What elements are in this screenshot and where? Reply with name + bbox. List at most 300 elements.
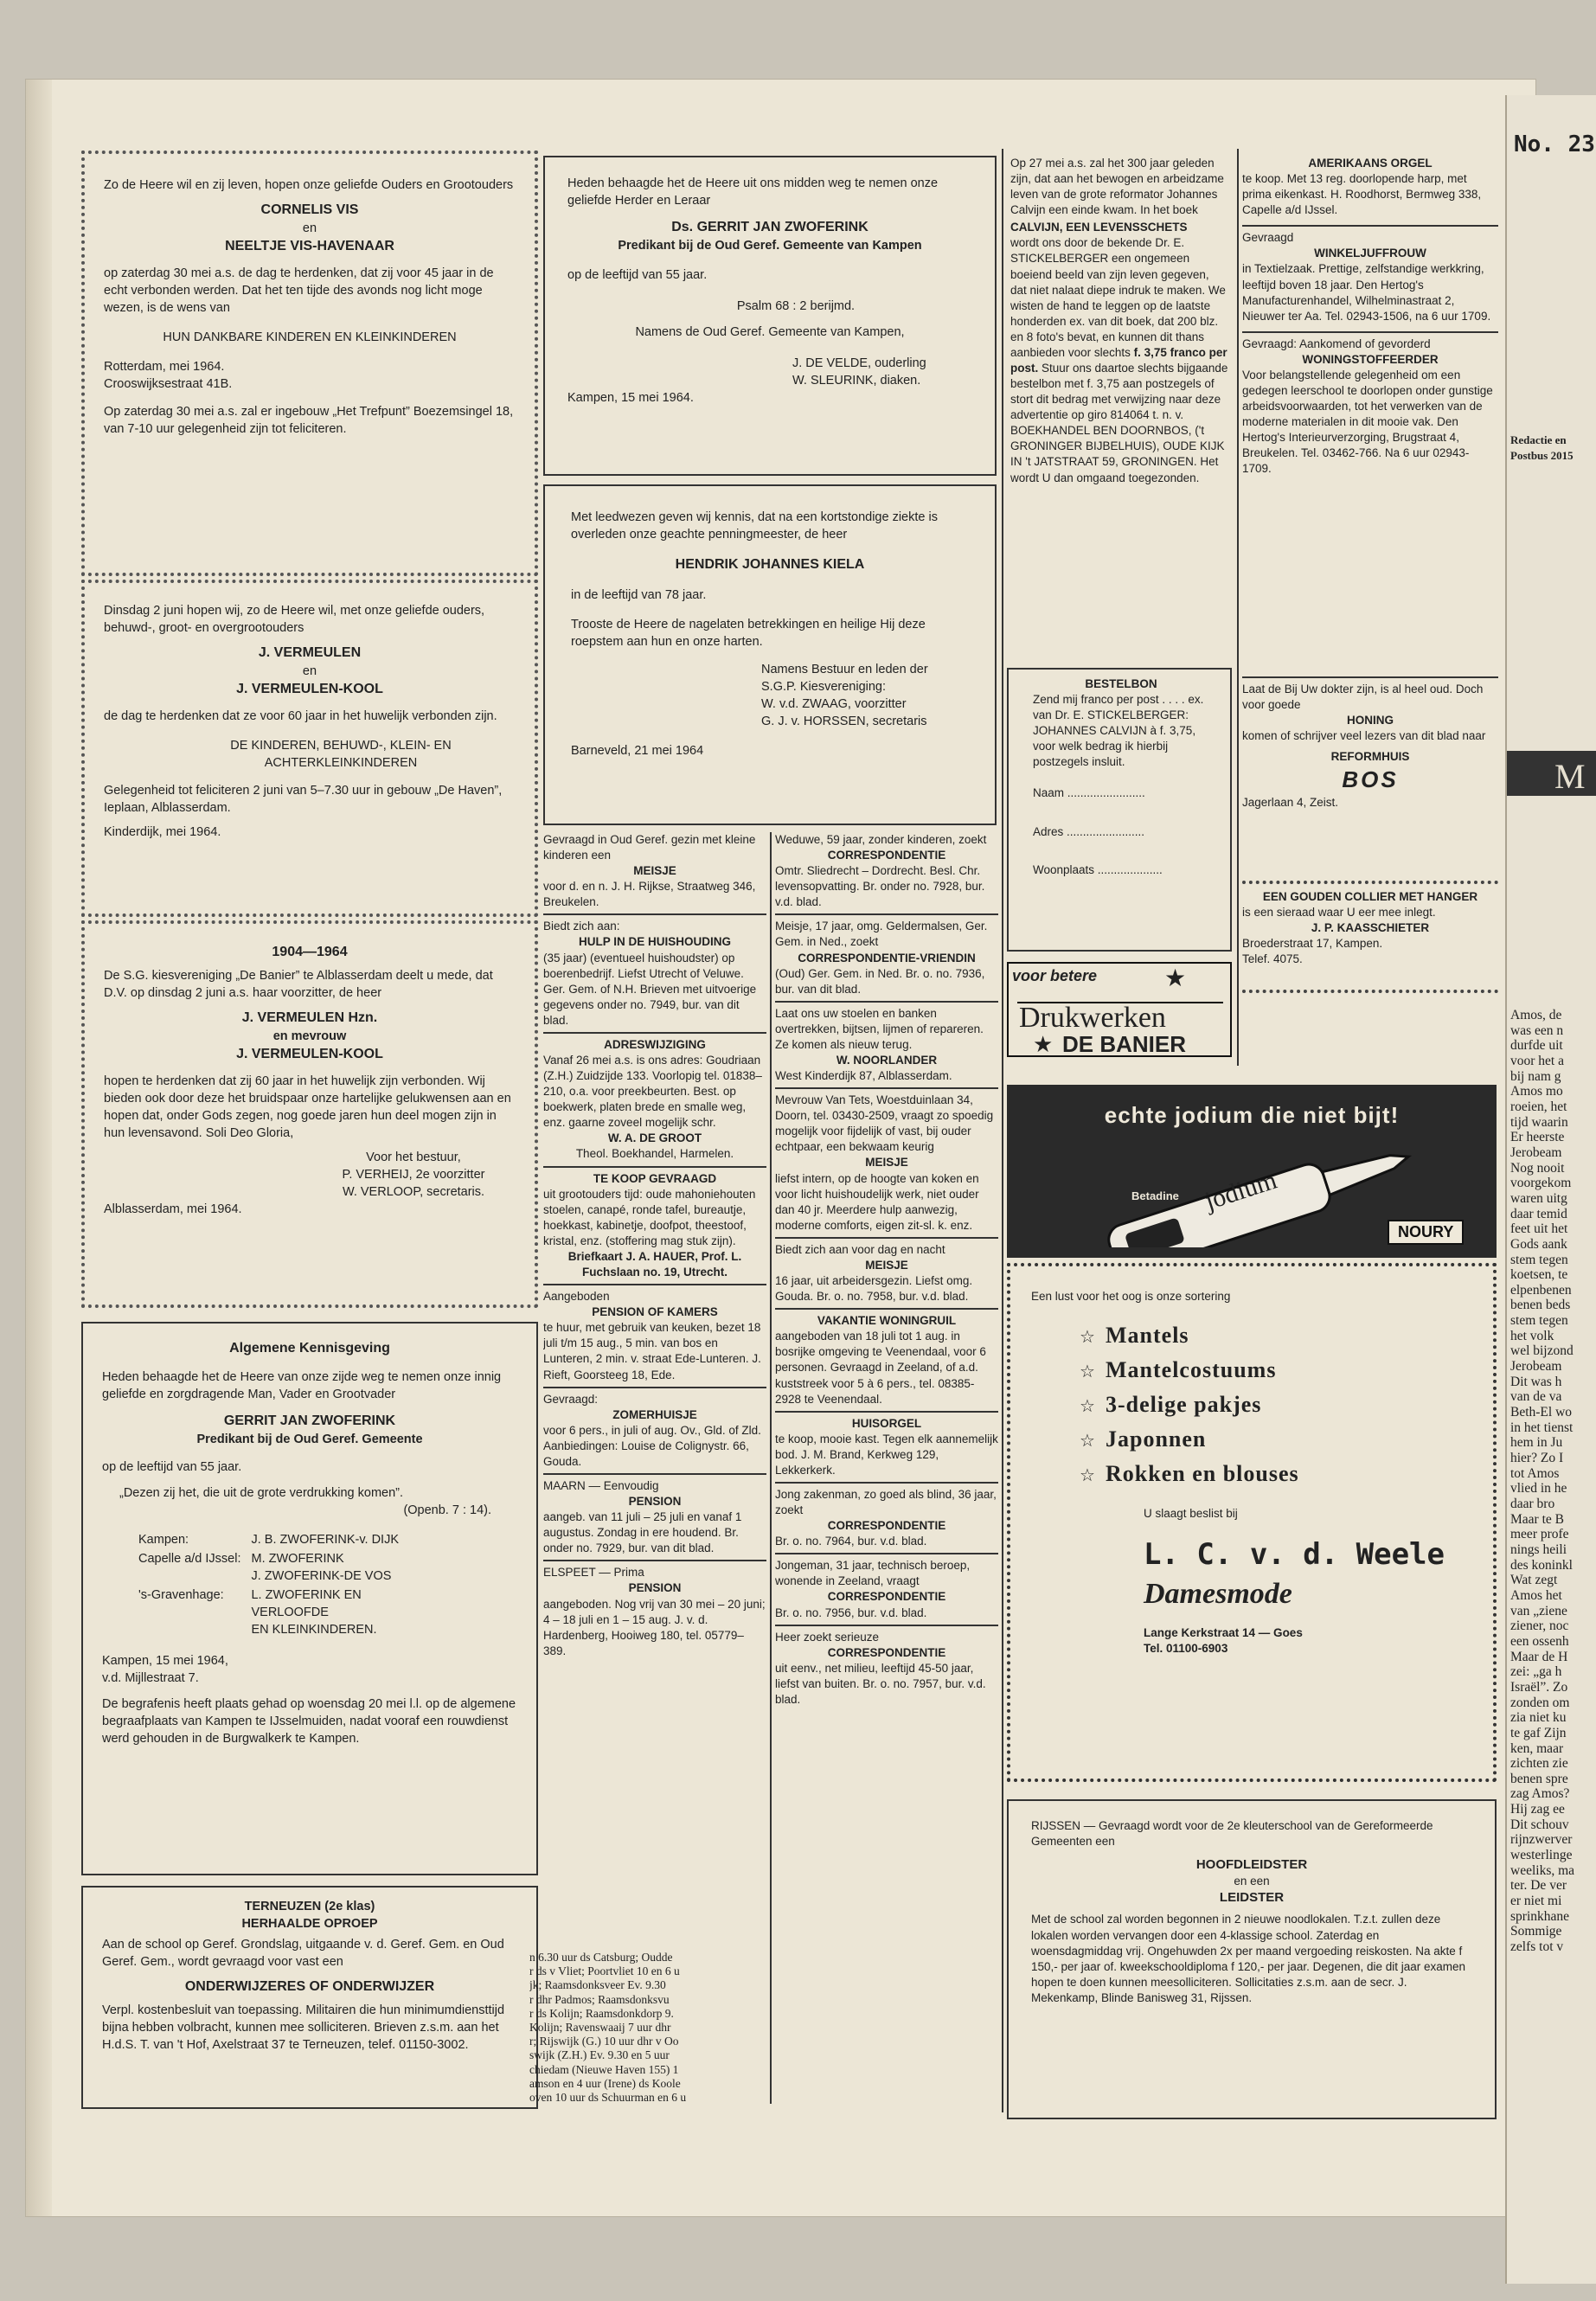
service-line: n 6.30 uur ds Catsburg; Oudde (529, 1951, 673, 1964)
terneuzen-h3: ONDERWIJZERES OF ONDERWIJZER (184, 1979, 435, 1994)
ad-calvijn (1007, 156, 1232, 649)
next-line: meer profe (1510, 1527, 1569, 1542)
next-line: Maar te B (1510, 1511, 1564, 1527)
ad-heading: TE KOOP GEVRAAGD (593, 1171, 717, 1185)
next-line: wel bijzond (1510, 1343, 1574, 1359)
ad-heading: W. NOORLANDER (836, 1054, 938, 1067)
ad-pre: ELSPEET — Prima (543, 1566, 644, 1580)
calvijn-body: wordt ons door de bekende Dr. E. STICKELBERGER een ongemeen boeiend beeld van zijn leven gegeven, dat niet nalaat diepe indruk te maken. We wisten de hand te leggen op de laatste honderden ex. van dit boek, dat 200 blz. en 8 foto's bevat, en kunnen dit thans aanbieden voor slechts (1010, 236, 1226, 359)
ad-pre: Gevraagd: (543, 1392, 599, 1406)
weele-item-label: Mantelcostuums (1106, 1356, 1277, 1382)
kiela-namens1: Namens Bestuur en leden der (761, 663, 928, 677)
classified-ad (775, 913, 998, 997)
kennisgeving-foot: De begrafenis heeft plaats gehad op woensdag 20 mei l.l. op de algemene begraafplaats van Kampen te IJsselmuiden, nadat vooraf een rouwdienst werd gehouden in de Burgwalkerk te Kampen. (102, 1697, 516, 1747)
next-line: des koninkl (1510, 1557, 1573, 1573)
vis-body: op zaterdag 30 mei a.s. de dag te herdenken, dat zij voor 45 jaar in de echt verbonden werden. Dat het ten tijde des avonds nog licht moge wezen, is de wens van (104, 266, 494, 316)
winkel-title: WINKELJUFFROUW (1314, 247, 1426, 260)
calvijn-price: f. 3,75 franco per post. (1010, 345, 1227, 375)
next-line: vlied in he (1510, 1481, 1567, 1497)
kampen-psalm: Psalm 68 : 2 berijmd. (736, 299, 856, 314)
next-line: koetsen, te (1510, 1267, 1568, 1283)
vermeulen-en: en (302, 664, 317, 679)
next-line: bij nam g (1510, 1068, 1561, 1084)
ad-jodium (1007, 1085, 1497, 1258)
vacancy-terneuzen (81, 1886, 538, 2109)
next-line: zag Amos? (1510, 1786, 1570, 1802)
ad-sign: Briefkaart J. A. HAUER, Prof. L. Fuchslaan no. 19, Utrecht. (567, 1249, 742, 1279)
next-line: van de va (1510, 1389, 1562, 1405)
next-line: Sommige (1510, 1924, 1562, 1939)
family-row (138, 1586, 407, 1638)
ad-pre: Aangeboden (543, 1290, 610, 1304)
rijssen-t2: LEIDSTER (1219, 1890, 1285, 1906)
ad-pre: MAARN — Eenvoudig (543, 1478, 659, 1492)
next-header-letter: M (1554, 757, 1586, 796)
classified-ad (775, 1001, 998, 1084)
jodium-slogan: echte jodium die niet bijt! (1104, 1102, 1400, 1128)
weele-intro: Een lust voor het oog is onze sortering (1031, 1290, 1231, 1303)
terneuzen-body: Aan de school op Geref. Grondslag, uitgaande v. d. Geref. Gem. en Oud Geref. Gem., wordt gevraagd voor vast een (102, 1938, 504, 1969)
winkel-pre: Gevraagd (1242, 231, 1294, 245)
classified-ad (543, 1473, 766, 1556)
ad-heading: MEISJE (865, 1156, 908, 1170)
next-line: waren uitg (1510, 1190, 1567, 1206)
next-line: te gaf Zijn (1510, 1725, 1567, 1740)
weele-item-label: Rokken en blouses (1106, 1460, 1299, 1486)
classified-ad (775, 1087, 998, 1234)
ad-weele (1007, 1263, 1497, 1782)
next-line: Amos het (1510, 1587, 1562, 1603)
rijssen-body2: Met de school zal worden begonnen in 2 nieuwe noodlokalen. T.z.t. zullen deze lokalen worden vervangen door een 4-klassige school. Zaterdag en woensdagmiddag vrij. Ongehuwden 2x per maand vergoeding reiskosten. Na akte f 150,- per jaar of. kweekschooldiploma f 120,- per jaar. Degenen, die dit jaar examen hopen te doen kunnen meesolliciteren. Sollicitaties z.s.m. aan de secr. J. Mekenkamp, Blinde Banisweg 31, Rijssen. (1031, 1913, 1466, 2004)
divider (775, 1553, 998, 1554)
ads-right-top (1242, 156, 1498, 657)
weele-sub: Damesmode (1144, 1578, 1292, 1611)
ad-pre: Meisje, 17 jaar, omg. Geldermalsen, Ger. Gem. in Ned., zoekt (775, 920, 988, 949)
kiela-namens2: S.G.P. Kiesvereniging: (761, 680, 887, 695)
terneuzen-foot: Verpl. kostenbesluit van toepassing. Militairen die hun minimumdiensttijd bijna hebben volbracht, kunnen mee solliciteren. Brieven z.s.m. aan het H.d.S. T. van 't Hof, Axelstraat 37 te Terneuzen, telef. 01150-3002. (102, 2003, 505, 2053)
kampen-role: Predikant bij de Oud Geref. Gemeente van Kampen (618, 239, 922, 253)
service-line: oven 10 uur ds Schuurman en 6 u (529, 2090, 687, 2104)
family-names (251, 1586, 407, 1638)
family-name: EN KLEINKINDEREN. (251, 1623, 377, 1638)
divider (543, 1284, 766, 1285)
divider (543, 1473, 766, 1475)
stoffeerder-body: Voor belangstellende gelegenheid om een gedegen leerschool te doorlopen onder gunstige arbeidsvoorwaarden, tot het verwerken van de moderne materialen in dit mooie vak. Den Hertog's Interieurverzorging, Brugstraat 4, Breukelen. Tel. 03462-766. Na 6 uur 02943-1709. (1242, 368, 1493, 476)
classified-ad (543, 1560, 766, 1658)
family-name: L. ZWOFERINK EN (251, 1588, 362, 1603)
next-line: voor het a (1510, 1053, 1564, 1068)
rijssen-body: RIJSSEN — Gevraagd wordt voor de 2e kleuterschool van de Gereformeerde Gemeenten een (1031, 1819, 1433, 1849)
classified-ad (543, 1166, 766, 1281)
ad-heading: CORRESPONDENTIE (827, 1590, 946, 1604)
classified-ad (543, 832, 766, 910)
divider (543, 1166, 766, 1168)
next-line: Jerobeam (1510, 1144, 1562, 1160)
divider (775, 1237, 998, 1239)
family-name: VERLOOFDE (251, 1606, 329, 1620)
ad-body: Br. o. no. 7964, bur. v.d. blad. (775, 1535, 927, 1548)
ad-heading: MEISJE (865, 1258, 908, 1272)
weele-tel: Tel. 01100-6903 (1144, 1642, 1228, 1656)
ad-heading: CORRESPONDENTIE (827, 849, 946, 862)
ad-heading: HUISORGEL (851, 1416, 922, 1430)
ad-heading: MEISJE (633, 864, 676, 878)
next-line: Dit was h (1510, 1374, 1562, 1389)
jodium-brand1: Betadine (1131, 1189, 1179, 1202)
kiela-namens4: G. J. v. HORSSEN, secretaris (761, 715, 927, 729)
ad-body: aangeb. van 11 juli – 25 juli en vanaf 1 augustus. Zondag in ere houdend. Br. onder no. 7929, bur. van dit blad. (543, 1510, 742, 1555)
vis-intro: Zo de Heere wil en zij leven, hopen onze geliefde Ouders en Grootouders (104, 178, 514, 192)
next-line: rijnzwerver (1510, 1832, 1573, 1848)
orgel-body: te koop. Met 13 reg. doorlopende harp, met prima eikenkast. H. Roodhorst, Bermweg 338, Capelle a/d IJssel. (1242, 172, 1482, 217)
star-icon: ☆ (1080, 1465, 1096, 1485)
ad-drukwerken (1007, 962, 1232, 1057)
weele-addr: Lange Kerkstraat 14 — Goes (1144, 1626, 1303, 1640)
collier-tel: Telef. 4075. (1242, 952, 1303, 966)
classified-ad (775, 1237, 998, 1304)
orgel-title: AMERIKAANS ORGEL (1308, 157, 1433, 170)
ad-pre: Weduwe, 59 jaar, zonder kinderen, zoekt (775, 833, 987, 846)
next-line: in het tienst (1510, 1420, 1574, 1435)
next-line: Nog nooit (1510, 1160, 1565, 1176)
next-line: benen spre (1510, 1771, 1568, 1786)
next-line: Beth-El wo (1510, 1405, 1573, 1420)
weele-item-label: Mantels (1106, 1323, 1189, 1349)
adjacent-page (1505, 95, 1596, 2284)
divider (775, 913, 998, 915)
next-line: hem in Ju (1510, 1435, 1563, 1451)
classified-ad (775, 1308, 998, 1407)
kampen-sig2: W. SLEURINK, diaken. (792, 374, 921, 388)
weele-item (1080, 1320, 1472, 1351)
next-line: was een n (1510, 1022, 1564, 1038)
divider (775, 1308, 998, 1310)
kennisgeving-date1: Kampen, 15 mei 1964, (102, 1654, 228, 1669)
ad-heading: CORRESPONDENTIE-VRIENDIN (798, 951, 976, 965)
drukwerken-brand: DE BANIER (1062, 1031, 1187, 1057)
ad-body: Br. o. no. 7956, bur. v.d. blad. (775, 1606, 927, 1619)
ad-heading: ADRESWIJZIGING (604, 1037, 706, 1051)
honing-brand: BOS (1342, 766, 1399, 793)
next-line: daar bro (1510, 1497, 1555, 1511)
bestelbon-title: BESTELBON (1085, 677, 1157, 690)
kennisgeving-date2: v.d. Mijllestraat 7. (102, 1671, 199, 1686)
vis-from: HUN DANKBARE KINDEREN EN KLEINKINDEREN (163, 330, 457, 345)
page-number: No. 23 (1514, 131, 1595, 157)
classified-ad (543, 1284, 766, 1382)
kiela-body: Met leedwezen geven wij kennis, dat na een kortstondige ziekte is overleden onze geachte penningmeester, de heer (571, 510, 938, 542)
family-place: Kampen: (138, 1533, 189, 1548)
next-line: een ossenh (1510, 1633, 1569, 1649)
next-line: zei: „ga h (1510, 1664, 1562, 1680)
service-line: Kolijn; Ravenswaaij 7 uur dhr (529, 2020, 671, 2034)
ad-body: (Oud) Ger. Gem. in Ned. Br. o. no. 7936, bur. van dit blad. (775, 966, 985, 996)
weele-item (1080, 1424, 1472, 1455)
announcement-kiela (543, 484, 997, 825)
kennisgeving-age: op de leeftijd van 55 jaar. (102, 1460, 242, 1475)
star-icon: ☆ (1080, 1362, 1096, 1381)
ad-body: (35 jaar) (eventueel huishoudster) op boerenbedrijf. Liefst Utrecht of Veluwe. Ger. Gem. of N.H. Brieven met uitvoerige gegevens onder no. 7949, bur. van dit blad. (543, 951, 757, 1027)
kampen-body: Heden behaagde het de Heere uit ons midden weg te nemen onze geliefde Herder en Leraar (567, 176, 939, 208)
ad-heading: HULP IN DE HUISHOUDING (578, 935, 731, 949)
next-line: van „ziene (1510, 1603, 1567, 1618)
classified-ad (543, 913, 766, 1029)
next-line: ter. De ver (1510, 1878, 1567, 1894)
next-line: stem tegen (1510, 1313, 1568, 1329)
banier-sign3: W. VERLOOP, secretaris. (342, 1185, 485, 1200)
terneuzen-h1: TERNEUZEN (2e klas) (244, 1900, 375, 1913)
vis-en: en (302, 221, 317, 236)
ad-heading: PENSION (628, 1581, 682, 1595)
bestelbon-woonplaats-field[interactable]: Woonplaats .................... (1033, 862, 1163, 876)
honing-addr: Jagerlaan 4, Zeist. (1242, 796, 1339, 810)
vermeulen-from: DE KINDEREN, BEHUWD-, KLEIN- EN ACHTERKLEINKINDEREN (230, 739, 452, 771)
next-line: Israël”. Zo (1510, 1679, 1568, 1695)
next-line: feet uit het (1510, 1221, 1568, 1237)
classified-ad (775, 1411, 998, 1478)
divider (775, 1411, 998, 1413)
redactie-line: Postbus 2015 (1510, 448, 1574, 462)
kiela-age: in de leeftijd van 78 jaar. (571, 588, 707, 603)
ad-heading: CORRESPONDENTIE (827, 1645, 946, 1659)
collier-title: EEN GOUDEN COLLIER MET HANGER (1262, 890, 1478, 903)
honing-pre: Laat de Bij Uw dokter zijn, is al heel oud. Doch voor goede (1242, 683, 1484, 712)
redactie-label (1510, 433, 1596, 464)
ad-heading: VAKANTIE WONINGRUIL (817, 1314, 957, 1328)
divider (775, 1087, 998, 1089)
naam-label: Naam (1033, 786, 1065, 800)
weele-items (1031, 1320, 1472, 1489)
page-spine (26, 80, 52, 2216)
banier-intro: De S.G. kiesvereniging „De Banier” te Alblasserdam deelt u mede, dat D.V. op dinsdag 2 juni a.s. haar voorzitter, de heer (104, 969, 493, 1001)
vacancy-rijssen (1007, 1799, 1497, 2119)
kiela-trooste: Trooste de Heere de nagelaten betrekkingen en heilige Hij deze roepstem aan hun en onze harten. (571, 618, 926, 650)
weele-item (1080, 1355, 1472, 1386)
drukwerken-pre: voor betere (1012, 967, 1098, 984)
jodium-brand2: NOURY (1388, 1220, 1464, 1245)
kiela-namens3: W. v.d. ZWAAG, voorzitter (761, 697, 907, 712)
next-line: Amos mo (1510, 1084, 1563, 1099)
column-divider (1237, 149, 1239, 1066)
divider (543, 1032, 766, 1034)
winkel-body: in Textielzaak. Prettige, zelfstandige werkkring, leeftijd boven 18 jaar. Den Hertog's Manufacturenhandel, Wilhelminastraat 2, Nieuwer ter Aa. Tel. 02943-1506, na 6 uur 1709. (1242, 262, 1491, 323)
kampen-namens: Namens de Oud Geref. Gemeente van Kampen, (635, 325, 905, 340)
ad-honing (1242, 673, 1498, 877)
family-name: J. B. ZWOFERINK-v. DIJK (251, 1533, 399, 1548)
divider (775, 1625, 998, 1626)
announcement-vermeulen (81, 580, 538, 917)
divider (775, 1482, 998, 1484)
banier-name1: J. VERMEULEN Hzn. (241, 1010, 378, 1026)
classified-ad (775, 1482, 998, 1549)
next-line: zichten zie (1510, 1756, 1568, 1772)
ad-body: aangeboden van 18 juli tot 1 aug. in bosrijke omgeving te Veenendaal, voor 6 personen. Gevraagd in Zeeland, of a.d. kuststreek voor 5 à 6 pers., tel. 08385-2928 te Veenendaal. (775, 1330, 986, 1406)
star-icon: ☆ (1080, 1396, 1096, 1416)
honing-title: HONING (1347, 714, 1394, 727)
kiela-name: HENDRIK JOHANNES KIELA (675, 557, 865, 572)
vermeulen-foot: Gelegenheid tot feliciteren 2 juni van 5–7.30 uur in gebouw „De Haven”, Ieplaan, Alblasserdam. (104, 784, 503, 816)
calvijn-title: CALVIJN, EEN LEVENSSCHETS (1010, 221, 1188, 234)
next-line: roeien, het (1510, 1099, 1567, 1114)
next-line: Er heerste (1510, 1130, 1565, 1145)
next-line: hier? Zo I (1510, 1451, 1564, 1466)
kampen-sig1: J. DE VELDE, ouderling (792, 356, 926, 371)
kennisgeving-body: Heden behaagde het de Heere van onze zijde weg te nemen onze innig geliefde en zorgdragende Man, Vader en Grootvader (102, 1370, 502, 1402)
next-line: daar temid (1510, 1206, 1567, 1221)
family-place: 's-Gravenhage: (138, 1588, 224, 1603)
banier-sign1: Voor het bestuur, (366, 1150, 461, 1165)
service-line: r ds v Vliet; Poortvliet 10 en 6 u (529, 1965, 680, 1978)
next-line: Amos, de (1510, 1008, 1562, 1022)
ad-body: te koop, mooie kast. Tegen elk aannemelijk bod. J. M. Brand, Kerkweg 129, Lekkerkerk. (775, 1432, 998, 1477)
banier-name2: J. VERMEULEN-KOOL (236, 1047, 383, 1062)
next-line: zelfs tot v (1510, 1939, 1564, 1955)
ad-pre: Jong zakenman, zo goed als blind, 36 jaar, zoekt (775, 1487, 997, 1517)
service-line: swijk (Z.H.) Ev. 9.30 en 5 uur (529, 2048, 670, 2062)
next-line: het volk (1510, 1328, 1554, 1343)
kennisgeving-title: Algemene Kennisgeving (229, 1341, 390, 1356)
ad-heading: PENSION (628, 1495, 682, 1509)
collier-addr: Broederstraat 17, Kampen. (1242, 937, 1383, 951)
weele-item (1080, 1458, 1472, 1490)
service-line: r; Rijswijk (G.) 10 uur dhr v Oo (529, 2035, 679, 2048)
classified-ad (543, 1032, 766, 1163)
divider (543, 1387, 766, 1388)
kampen-age: op de leeftijd van 55 jaar. (567, 268, 708, 283)
next-header-bar (1507, 751, 1596, 796)
kennisgeving-role: Predikant bij de Oud Geref. Gemeente (196, 1433, 423, 1447)
next-line: Wat zegt (1510, 1573, 1558, 1588)
next-article-text (1510, 1008, 1596, 1955)
ad-pre: Mevrouw Van Tets, Woestduinlaan 34, Doorn, tel. 03430-2509, vraagt zo spoedig mogelijk voor fijdelijk of vast, bij ouder echtpaar, een bekwaam keurig (775, 1093, 994, 1154)
family-row (138, 1550, 407, 1585)
kennisgeving-ref: (Openb. 7 : 14). (403, 1503, 491, 1518)
vermeulen-intro: Dinsdag 2 juni hopen wij, zo de Heere wil, met onze geliefde ouders, behuwd-, groot- en overgrootouders (104, 604, 485, 635)
ad-collier (1242, 875, 1498, 1070)
service-line: chiedam (Nieuwe Haven 155) 1 (529, 2062, 679, 2076)
next-line: nings heili (1510, 1541, 1567, 1557)
family-names (251, 1550, 407, 1585)
next-line: Hij zag ee (1510, 1802, 1565, 1817)
ad-body: Omtr. Sliedrecht – Dordrecht. Besl. Chr. levensopvatting. Br. onder no. 7928, bur. v.d. blad. (775, 864, 985, 909)
banier-years: 1904—1964 (272, 945, 348, 959)
ad-heading: ZOMERHUISJE (612, 1407, 697, 1421)
bestelbon-adres-field[interactable]: Adres ........................ (1033, 824, 1145, 838)
divider (775, 1001, 998, 1003)
ad-body: West Kinderdijk 87, Alblasserdam. (775, 1069, 952, 1083)
next-line: Dit schouv (1510, 1817, 1569, 1832)
vermeulen-body: de dag te herdenken dat ze voor 60 jaar in het huwelijk verbonden zijn. (104, 709, 497, 724)
next-line: Jerobeam (1510, 1359, 1562, 1375)
calvijn-intro: Op 27 mei a.s. zal het 300 jaar geleden zijn, dat aan het bewogen en arbeidzame leven van de grote reformator Johannes Calvijn een einde kwam. In het boek (1010, 157, 1224, 217)
drukwerken-main: Drukwerken (1019, 1002, 1166, 1034)
redactie-line: Redactie en (1510, 433, 1567, 446)
next-line: weeliks, ma (1510, 1862, 1575, 1878)
service-line: amson en 4 uur (Irene) ds Koole (529, 2076, 681, 2090)
weele-name: L. C. v. d. Weele (1144, 1536, 1445, 1572)
kennisgeving-family-table (137, 1529, 409, 1640)
kennisgeving-name: GERRIT JAN ZWOFERINK (223, 1413, 396, 1429)
ad-pre: Jongeman, 31 jaar, technisch beroep, wonende in Zeeland, vraagt (775, 1559, 971, 1588)
kennisgeving-quote: „Dezen zij het, die uit de grote verdrukking komen”. (119, 1486, 404, 1501)
next-line: elpenbenen (1510, 1282, 1572, 1298)
star-icon: ★ (1033, 1031, 1054, 1057)
ad-pre: Heer zoekt serieuze (775, 1630, 880, 1644)
ad-body: Vanaf 26 mei a.s. is ons adres: Goudriaan (Z.H.) Zuidzijde 133. Voorlopig tel. 01838–210, o.a. voor preekbeurten. Best. op boekwerk, platen brede en smalle weg, enz. gaarne zoveel mogelijk schr. (543, 1054, 762, 1130)
column-divider (1002, 149, 1003, 2112)
woonplaats-label: Woonplaats (1033, 862, 1095, 876)
service-line: r dhr Padmos; Raamsdonksvu (529, 1992, 670, 2006)
next-line: ken, maar (1510, 1740, 1564, 1756)
family-name: M. ZWOFERINK (251, 1552, 344, 1567)
star-icon: ☆ (1080, 1328, 1096, 1348)
next-line: er niet mi (1510, 1894, 1562, 1909)
weele-slaagt: U slaagt beslist bij (1144, 1507, 1238, 1521)
ad-heading: PENSION OF KAMERS (592, 1305, 718, 1319)
terneuzen-h2: HERHAALDE OPROEP (241, 1917, 378, 1931)
next-line: ziener, noc (1510, 1618, 1569, 1634)
stoffeerder-pre: Gevraagd: Aankomend of gevorderd (1242, 336, 1431, 350)
bestelbon-naam-field[interactable]: Naam ........................ (1033, 786, 1145, 800)
vermeulen-name2: J. VERMEULEN-KOOL (236, 682, 383, 697)
next-line: benen beds (1510, 1298, 1571, 1313)
kiela-place: Barneveld, 21 mei 1964 (571, 744, 704, 759)
column-divider (770, 832, 772, 2104)
next-line: stem tegen (1510, 1252, 1568, 1267)
ad-body: te huur, met gebruik van keuken, bezet 18 juli t/m 15 aug., 5 min. van bos en Lunteren, 2 min. v. straat Ede-Lunteren. J. Rieft, Goorsteeg 18, Ede. (543, 1321, 761, 1381)
ad-body: liefst intern, op de hoogte van koken en voor licht huishoudelijk werk, niet ouder dan 40 jr. Meerdere hulp aanwezig, moderne comforts, eigen zit-sl. k. enz. (775, 1171, 979, 1232)
ad-sign2: Theol. Boekhandel, Harmelen. (575, 1147, 734, 1161)
order-form (1007, 668, 1232, 952)
honing-body: komen of schrijver veel lezers van dit blad naar (1242, 729, 1486, 743)
divider (543, 913, 766, 915)
rijssen-t1: HOOFDLEIDSTER (1195, 1857, 1308, 1873)
vermeulen-place: Kinderdijk, mei 1964. (104, 825, 221, 840)
next-line: tot Amos (1510, 1465, 1560, 1481)
stoffeerder-title: WONINGSTOFFEERDER (1302, 352, 1439, 366)
service-line: r ds Kolijn; Raamsdonkdorp 9. (529, 2006, 674, 2020)
vis-name1: CORNELIS VIS (260, 202, 359, 217)
adres-label: Adres (1033, 824, 1064, 838)
next-line: tijd waarin (1510, 1114, 1568, 1130)
weele-item-label: Japonnen (1106, 1426, 1207, 1452)
ad-body: voor 6 pers., in juli of aug. Ov., Gld. of Zld. Aanbiedingen: Louise de Colignystr. 66, Gouda. (543, 1423, 761, 1468)
star-icon: ★ (1164, 965, 1187, 991)
weele-item (1080, 1389, 1472, 1420)
divider (543, 1560, 766, 1561)
rijssen-en: en een (1234, 1875, 1270, 1888)
vermeulen-name1: J. VERMEULEN (258, 645, 362, 660)
banier-en: en mevrouw (272, 1029, 347, 1044)
family-names (251, 1531, 407, 1548)
service-line: jk; Raamsdonksveer Ev. 9.30 (529, 1978, 666, 1992)
ad-body: voor d. en n. J. H. Rijkse, Straatweg 346, Breukelen. (543, 880, 756, 909)
vis-foot: Op zaterdag 30 mei a.s. zal er ingebouw „Het Trefpunt” Boezemsingel 18, van 7-10 uur gelegenheid zijn tot feliciteren. (104, 405, 514, 437)
ad-body: 16 jaar, uit arbeidersgezin. Liefst omg. Gouda. Br. o. no. 7958, bur. v.d. blad. (775, 1274, 973, 1304)
vis-place1: Rotterdam, mei 1964. (104, 360, 225, 375)
calvijn-body2: Stuur ons daartoe slechts bijgaande bestelbon met f. 3,75 aan postzegels of stort dit bedrag met verwijzing naar deze advertentie op giro 814064 t. n. v. BOEKHANDEL BEN DOORNBOS, ('t GRONINGER BIJBELHUIS), OUDE KIJK IN 't JATSTRAAT 59, GRONINGEN. Het wordt U dan omgaand toegezonden. (1010, 362, 1228, 484)
announcement-kennisgeving (81, 1322, 538, 1875)
church-services-strip (529, 1951, 766, 2111)
vis-place2: Crooswijksestraat 41B. (104, 377, 233, 392)
ad-heading: CORRESPONDENTIE (827, 1519, 946, 1533)
ad-body: uit grootouders tijd: oude mahoniehouten stoelen, canapé, ronde tafel, bureautje, hoekkast, kabinetje, doofpot, theestoof, kristal, enz. (stoffering mag stuk zijn). (543, 1187, 756, 1247)
next-line: zonden om (1510, 1695, 1570, 1710)
family-row (138, 1531, 407, 1548)
classifieds-column-2 (775, 832, 998, 2108)
ad-body: aangeboden. Nog vrij van 30 mei – 20 juni; 4 – 18 juli en 1 – 15 aug. J. v. d. Hardenberg, Hooiweg 180, tel. 05779–389. (543, 1597, 766, 1657)
jodium-label: jodium (1201, 1165, 1280, 1216)
